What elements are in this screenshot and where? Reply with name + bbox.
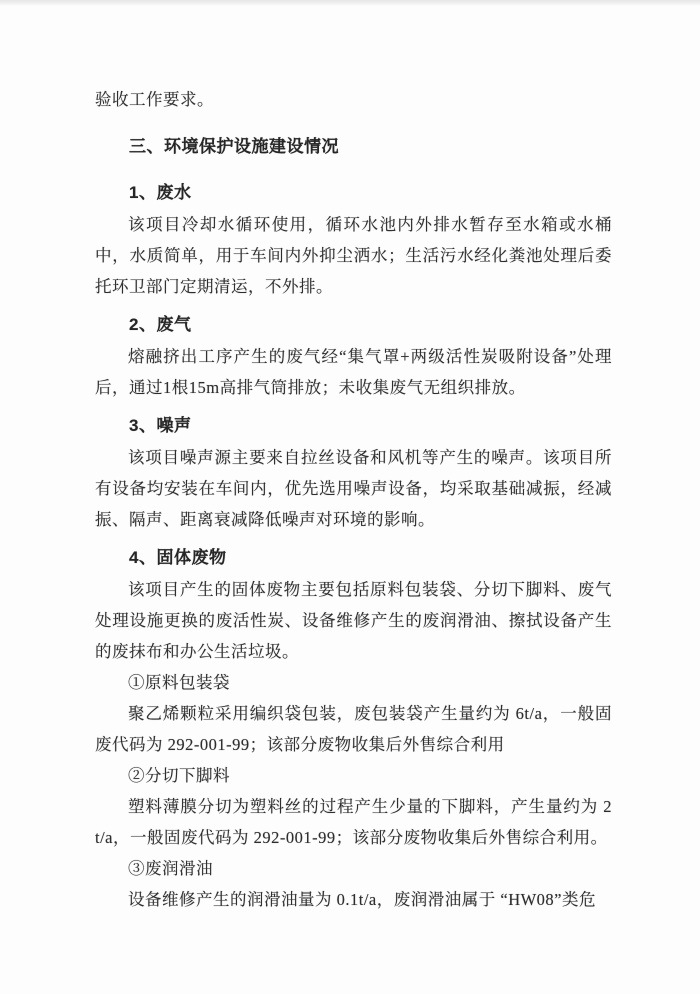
section-title-noise: 3、噪声	[129, 416, 192, 435]
section-paragraph-wastewater: 该项目冷却水循环使用，循环水池内外排水暂存至水箱或水桶中，水质简单，用于车间内外抑尘洒水；生活污水经化粪池处理后委托环卫部门定期清运，不外排。	[95, 215, 612, 296]
solid-waste-item-label-trimmings: ②分切下脚料	[128, 766, 230, 785]
section-paragraph-waste-gas: 熔融挤出工序产生的废气经“集气罩+两级活性炭吸附设备”处理后，通过1根15m高排气筒排放；未收集废气无组织排放。	[95, 347, 612, 397]
section-title-wastewater: 1、废水	[129, 183, 192, 202]
carryover-paragraph: 验收工作要求。	[95, 90, 214, 109]
document-page	[0, 6, 700, 915]
solid-waste-item-label-packaging-bags: ①原料包装袋	[128, 673, 230, 692]
solid-waste-item-label-waste-oil: ③废润滑油	[128, 859, 213, 878]
section-title-waste-gas: 2、废气	[129, 315, 192, 334]
section-title-solid-waste: 4、固体废物	[129, 548, 227, 567]
section-paragraph-solid-waste: 该项目产生的固体废物主要包括原料包装袋、分切下脚料、废气处理设施更换的废活性炭、设备维修产生的废润滑油、擦拭设备产生的废抹布和办公生活垃圾。	[95, 580, 612, 661]
section-paragraph-noise: 该项目噪声源主要来自拉丝设备和风机等产生的噪声。该项目所有设备均安装在车间内，优先选用噪声设备，均采取基础减振，经减振、隔声、距离衰减降低噪声对环境的影响。	[95, 448, 612, 529]
chapter-heading: 三、环境保护设施建设情况	[129, 137, 339, 156]
solid-waste-item-text-trimmings: 塑料薄膜分切为塑料丝的过程产生少量的下脚料，产生量约为 2 t/a，一般固废代码为 292-001-99；该部分废物收集后外售综合利用。	[95, 797, 612, 847]
solid-waste-item-text-waste-oil: 设备维修产生的润滑油量为 0.1t/a，废润滑油属于 “HW08”类危	[128, 890, 597, 909]
solid-waste-item-text-packaging-bags: 聚乙烯颗粒采用编织袋包装，废包装袋产生量约为 6t/a，一般固废代码为 292-001-99；该部分废物收集后外售综合利用	[95, 704, 612, 754]
